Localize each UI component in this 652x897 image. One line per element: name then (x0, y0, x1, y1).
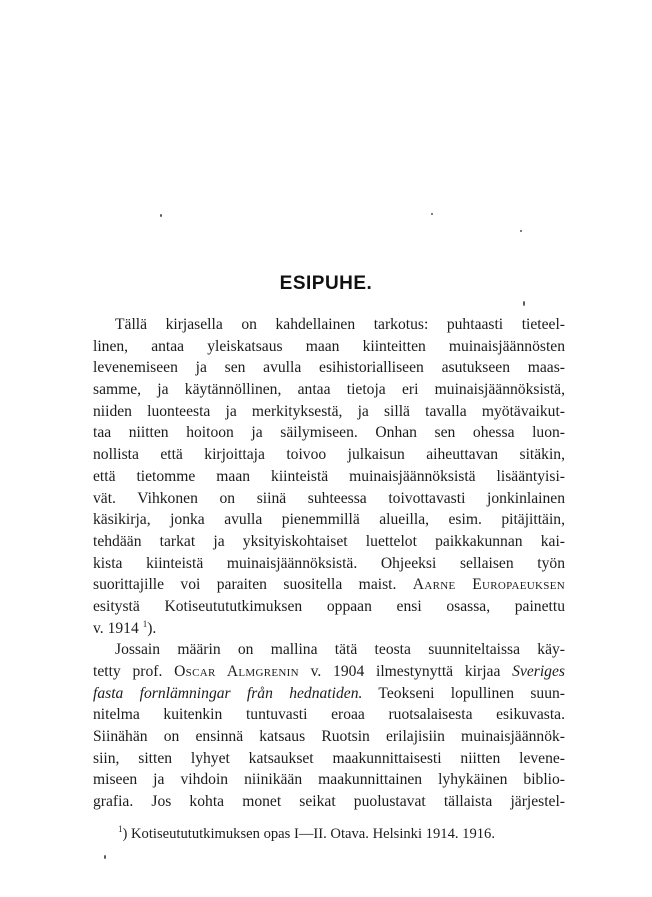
text-line: levenemiseen ja sen avulla esihistorialliseen asutukseen maas- (93, 359, 565, 377)
paper-speck (104, 855, 106, 859)
text-line: siin, sitten lyhyet katsaukset maakunnittaisesti niitten levene- (93, 749, 565, 767)
text-line (93, 661, 565, 683)
author-name: Oscar Almgrenin (174, 663, 299, 680)
text-line: Siinähän on ensinnä katsaus Ruotsin erilajisiin muinaisjäännök- (93, 728, 565, 746)
text-line: esitystä Kotiseutututkimuksen oppaan ensi osassa, painettu (93, 597, 565, 615)
paper-speck (523, 301, 525, 306)
text-line: Jossain määrin on mallina tätä teosta suunniteltaissa käy- (115, 641, 565, 659)
footnote (118, 826, 495, 843)
line-text: v. 1914 (93, 619, 139, 637)
footnote-text: ) Kotiseutututkimuksen opas I—II. Otava. Helsinki 1914. 1916. (122, 826, 495, 842)
footnote-mark: 1 (118, 824, 123, 834)
text-line (93, 618, 565, 640)
text-line: käsikirja, jonka avulla pienemmillä alueilla, esim. pitäjittäin, (93, 511, 565, 529)
line-text: Teokseni lopullinen suun- (378, 684, 565, 702)
preface-body (93, 314, 565, 813)
text-line: miseen ja vihdoin niinikään maakunnittainen lyhykäinen biblio- (93, 771, 565, 789)
line-text: v. 1904 ilmestynyttä kirjaa (310, 663, 501, 680)
page-title: ESIPUHE. (279, 273, 373, 294)
author-name: Aarne Europaeuksen (412, 576, 565, 594)
text-line: nollista että kirjoittaja toivoo julkaisun aiheuttavan sitäkin, (93, 446, 565, 464)
text-line: taa niitten hoitoon ja säilymiseen. Onhan sen ohessa luon- (93, 424, 565, 442)
text-line: linen, antaa yleiskatsaus maan kiinteitten muinaisjäännösten (93, 337, 565, 355)
text-line: kista kiinteistä muinaisjäännöksistä. Ohjeeksi sellaisen työn (93, 554, 565, 572)
text-line: tehdään tarkat ja yksityiskohtaiset luettelot paikkakunnan kai- (93, 532, 565, 550)
line-text: tetty prof. (93, 663, 163, 680)
paper-speck (520, 230, 522, 232)
text-line: samme, ja käytännöllinen, antaa tietoja eri muinaisjäännöksistä, (93, 381, 565, 399)
book-title: Sveriges (512, 663, 565, 680)
paper-speck (160, 214, 162, 217)
text-line: grafia. Jos kohta monet seikat puolustavat tällaista järjestel- (93, 793, 565, 811)
footnote-reference: 1 (142, 618, 148, 629)
text-line (93, 683, 565, 705)
text-line: Tällä kirjasella on kahdellainen tarkotus: puhtaasti tieteel- (115, 316, 565, 333)
book-title: fasta fornlämningar från hednatiden. (93, 684, 363, 702)
text-line: vät. Vihkonen on siinä suhteessa toivottavasti jonkinlainen (93, 489, 565, 507)
text-line: niiden luonteesta ja merkityksestä, ja sillä tavalla myötävaikut- (93, 402, 565, 420)
text-line: nitelma kuitenkin tuntuvasti eroaa ruotsalaisesta esikuvasta. (93, 706, 565, 724)
line-text: ). (147, 619, 157, 637)
line-text: suorittajille voi paraiten suositella maist. (93, 576, 397, 594)
text-line: että tietomme maan kiinteistä muinaisjäännöksistä lisääntyisi- (93, 467, 565, 485)
text-line (93, 574, 565, 596)
paper-speck (431, 213, 433, 215)
